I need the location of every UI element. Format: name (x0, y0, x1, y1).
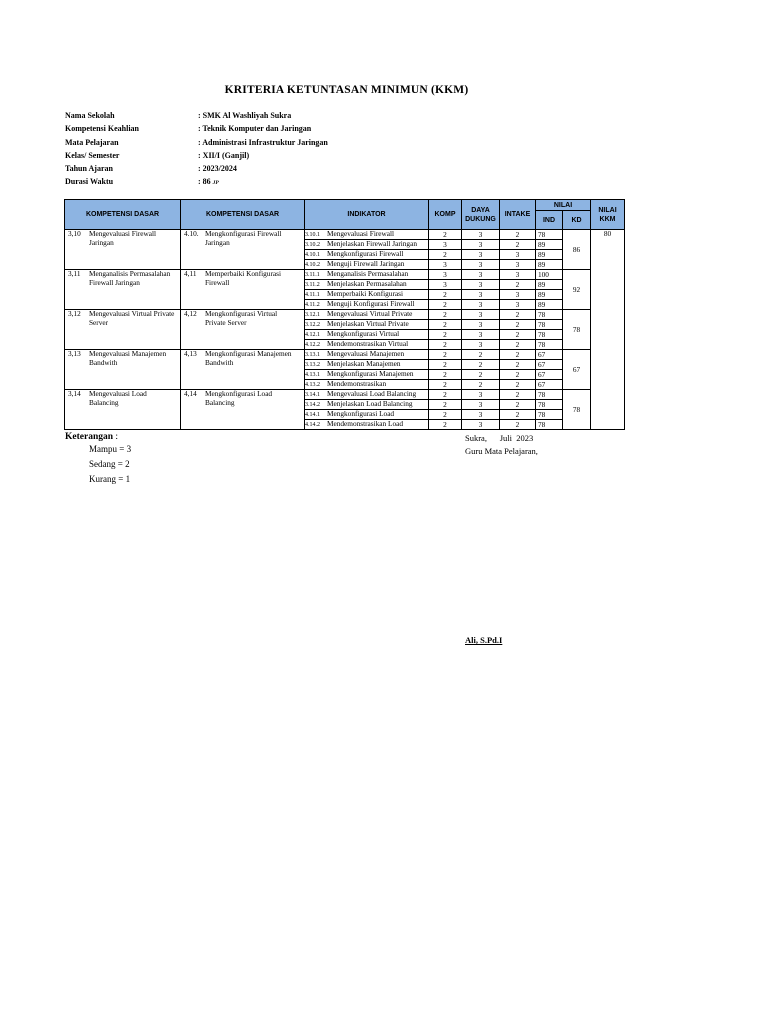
keterangan-item: Kurang = 1 (89, 474, 131, 484)
ind-value-cell: 78 (536, 410, 563, 420)
table-row (65, 270, 625, 280)
ind-value-cell: 78 (536, 320, 563, 330)
intake-cell: 2 (500, 420, 536, 430)
intake-cell: 2 (500, 320, 536, 330)
komp-cell: 2 (429, 390, 462, 400)
daya-dukung-cell: 3 (462, 230, 500, 240)
kd-value-cell: 78 (563, 310, 591, 350)
intake-cell: 3 (500, 300, 536, 310)
ind-value-cell: 78 (536, 400, 563, 410)
kd-value-cell: 86 (563, 230, 591, 270)
signer-name: Ali, S.Pd.I (465, 635, 503, 645)
intake-cell: 2 (500, 390, 536, 400)
kompetensi-dasar-cell: 4,13 Mengkonfigurasi Manajemen Bandwith (181, 350, 305, 390)
kompetensi-dasar-cell: 4.10. Mengkonfigurasi Firewall Jaringan (181, 230, 305, 270)
indikator-cell: 4.13.1 Mengkonfigurasi Manajemen (305, 370, 429, 380)
daya-dukung-cell: 2 (462, 380, 500, 390)
indikator-cell: 4.10.2 Menguji Firewall Jaringan (305, 260, 429, 270)
daya-dukung-cell: 2 (462, 370, 500, 380)
table-row (65, 310, 625, 320)
info-value: : XII/I (Ganjil) (198, 150, 250, 160)
header-komp: KOMP (429, 200, 462, 230)
daya-dukung-cell: 3 (462, 340, 500, 350)
keterangan-colon: : (113, 432, 119, 442)
intake-cell: 2 (500, 380, 536, 390)
komp-cell: 2 (429, 340, 462, 350)
indikator-cell: 4.14.1 Mengkonfigurasi Load (305, 410, 429, 420)
komp-cell: 3 (429, 280, 462, 290)
info-value: : Administrasi Infrastruktur Jaringan (198, 137, 328, 147)
intake-cell: 2 (500, 310, 536, 320)
kompetensi-dasar-cell: 3,13 Mengevaluasi Manajemen Bandwith (65, 350, 181, 390)
header-nilai-kkm: NILAI KKM (591, 200, 625, 230)
ind-value-cell: 78 (536, 340, 563, 350)
kompetensi-dasar-cell: 3,14 Mengevaluasi Load Balancing (65, 390, 181, 430)
kompetensi-dasar-cell: 4,11 Memperbaiki Konfigurasi Firewall (181, 270, 305, 310)
kompetensi-dasar-cell: 4,14 Mengkonfigurasi Load Balancing (181, 390, 305, 430)
indikator-cell: 4.11.2 Menguji Konfigurasi Firewall (305, 300, 429, 310)
daya-dukung-cell: 3 (462, 410, 500, 420)
header-kompetensi-dasar-1: KOMPETENSI DASAR (65, 200, 181, 230)
page-title: KRITERIA KETUNTASAN MINIMUN (KKM) (224, 84, 469, 96)
daya-dukung-cell: 3 (462, 300, 500, 310)
komp-cell: 2 (429, 400, 462, 410)
ind-value-cell: 67 (536, 370, 563, 380)
daya-dukung-cell: 3 (462, 270, 500, 280)
daya-dukung-cell: 2 (462, 360, 500, 370)
table-row (65, 230, 625, 240)
daya-dukung-cell: 3 (462, 290, 500, 300)
komp-cell: 2 (429, 350, 462, 360)
indikator-cell: 4.12.1 Mengkonfigurasi Virtual (305, 330, 429, 340)
intake-cell: 2 (500, 330, 536, 340)
header-intake: INTAKE (500, 200, 536, 230)
info-value: : 86 JP (198, 177, 219, 187)
indikator-cell: 3.13.2 Menjelaskan Manajemen (305, 360, 429, 370)
keterangan-item: Mampu = 3 (89, 444, 132, 454)
nilai-kkm-cell: 80 (591, 230, 625, 430)
keterangan-block (65, 432, 131, 487)
intake-cell: 2 (500, 350, 536, 360)
ind-value-cell: 67 (536, 350, 563, 360)
ind-value-cell: 89 (536, 280, 563, 290)
info-label: Kompetensi Keahlian (65, 124, 140, 134)
intake-cell: 2 (500, 410, 536, 420)
indikator-cell: 4.10.1 Mengkonfigurasi Firewall (305, 250, 429, 260)
daya-dukung-cell: 3 (462, 310, 500, 320)
komp-cell: 2 (429, 370, 462, 380)
indikator-cell: 4.13.2 Mendemonstrasikan (305, 380, 429, 390)
daya-dukung-cell: 3 (462, 390, 500, 400)
komp-cell: 3 (429, 270, 462, 280)
intake-cell: 2 (500, 240, 536, 250)
signature-place-date: Sukra, Juli 2023 (465, 433, 534, 443)
header-nilai: NILAI (536, 200, 591, 211)
komp-cell: 2 (429, 310, 462, 320)
ind-value-cell: 89 (536, 250, 563, 260)
indikator-cell: 3.10.1 Mengevaluasi Firewall (305, 230, 429, 240)
ind-value-cell: 89 (536, 240, 563, 250)
komp-cell: 2 (429, 410, 462, 420)
komp-cell: 3 (429, 260, 462, 270)
kompetensi-dasar-cell: 3,11 Menganalisis Permasalahan Firewall Jaringan (65, 270, 181, 310)
info-value: : SMK Al Washliyah Sukra (198, 111, 292, 120)
daya-dukung-cell: 3 (462, 250, 500, 260)
daya-dukung-cell: 3 (462, 320, 500, 330)
keterangan-label: Keterangan (65, 432, 114, 442)
ind-value-cell: 78 (536, 420, 563, 430)
intake-cell: 2 (500, 280, 536, 290)
signature-block (465, 433, 538, 458)
daya-dukung-cell: 3 (462, 400, 500, 410)
table-row (65, 350, 625, 360)
ind-value-cell: 89 (536, 290, 563, 300)
intake-cell: 2 (500, 340, 536, 350)
header-kompetensi-dasar-2: KOMPETENSI DASAR (181, 200, 305, 230)
ind-value-cell: 89 (536, 300, 563, 310)
ind-value-cell: 78 (536, 390, 563, 400)
indikator-cell: 3.12.2 Menjelaskan Virtual Private (305, 320, 429, 330)
table-row (65, 390, 625, 400)
komp-cell: 2 (429, 360, 462, 370)
daya-dukung-cell: 3 (462, 260, 500, 270)
intake-cell: 2 (500, 370, 536, 380)
info-label: Nama Sekolah (65, 111, 115, 120)
ind-value-cell: 67 (536, 380, 563, 390)
header-daya-dukung: DAYA DUKUNG (462, 200, 500, 230)
indikator-cell: 4.11.1 Memperbaiki Konfigurasi (305, 290, 429, 300)
daya-dukung-cell: 3 (462, 280, 500, 290)
info-suffix: JP (212, 180, 219, 187)
info-value: : Teknik Komputer dan Jaringan (198, 124, 312, 134)
komp-cell: 2 (429, 320, 462, 330)
header-kd: KD (563, 211, 591, 230)
indikator-cell: 4.12.2 Mendemonstrasikan Virtual (305, 340, 429, 350)
info-label: Tahun Ajaran (65, 164, 113, 174)
intake-cell: 2 (500, 400, 536, 410)
komp-cell: 2 (429, 290, 462, 300)
kkm-table (64, 199, 625, 430)
signature-role: Guru Mata Pelajaran, (465, 445, 538, 456)
keterangan-item: Sedang = 2 (89, 459, 130, 469)
ind-value-cell: 100 (536, 270, 563, 280)
komp-cell: 2 (429, 300, 462, 310)
komp-cell: 2 (429, 380, 462, 390)
info-label: Kelas/ Semester (65, 150, 120, 160)
indikator-cell: 3.14.2 Menjelaskan Load Balancing (305, 400, 429, 410)
ind-value-cell: 78 (536, 310, 563, 320)
kd-value-cell: 92 (563, 270, 591, 310)
indikator-cell: 3.10.2 Menjelaskan Firewall Jaringan (305, 240, 429, 250)
info-value: : 2023/2024 (198, 164, 237, 174)
intake-cell: 3 (500, 260, 536, 270)
komp-cell: 2 (429, 420, 462, 430)
intake-cell: 2 (500, 360, 536, 370)
kd-value-cell: 67 (563, 350, 591, 390)
intake-cell: 3 (500, 270, 536, 280)
ind-value-cell: 67 (536, 360, 563, 370)
komp-cell: 2 (429, 330, 462, 340)
header-ind: IND (536, 211, 563, 230)
komp-cell: 3 (429, 240, 462, 250)
intake-cell: 3 (500, 250, 536, 260)
indikator-cell: 3.11.1 Menganalisis Permasalahan (305, 270, 429, 280)
kompetensi-dasar-cell: 3,12 Mengevaluasi Virtual Private Server (65, 310, 181, 350)
indikator-cell: 3.11.2 Menjelaskan Permasalahan (305, 280, 429, 290)
ind-value-cell: 89 (536, 260, 563, 270)
daya-dukung-cell: 3 (462, 420, 500, 430)
komp-cell: 2 (429, 230, 462, 240)
daya-dukung-cell: 3 (462, 240, 500, 250)
info-label: Mata Pelajaran (65, 137, 119, 147)
daya-dukung-cell: 3 (462, 330, 500, 340)
kompetensi-dasar-cell: 3,10 Mengevaluasi Firewall Jaringan (65, 230, 181, 270)
indikator-cell: 3.14.1 Mengevaluasi Load Balancing (305, 390, 429, 400)
indikator-cell: 3.13.1 Mengevaluasi Manajemen (305, 350, 429, 360)
kd-value-cell: 78 (563, 390, 591, 430)
indikator-cell: 4.14.2 Mendemonstrasikan Load (305, 420, 429, 430)
ind-value-cell: 78 (536, 230, 563, 240)
daya-dukung-cell: 2 (462, 350, 500, 360)
header-indikator: INDIKATOR (305, 200, 429, 230)
info-label: Durasi Waktu (65, 177, 114, 187)
ind-value-cell: 78 (536, 330, 563, 340)
kompetensi-dasar-cell: 4,12 Mengkonfigurasi Virtual Private Server (181, 310, 305, 350)
intake-cell: 2 (500, 230, 536, 240)
intake-cell: 3 (500, 290, 536, 300)
komp-cell: 2 (429, 250, 462, 260)
indikator-cell: 3.12.1 Mengevaluasi Virtual Private (305, 310, 429, 320)
